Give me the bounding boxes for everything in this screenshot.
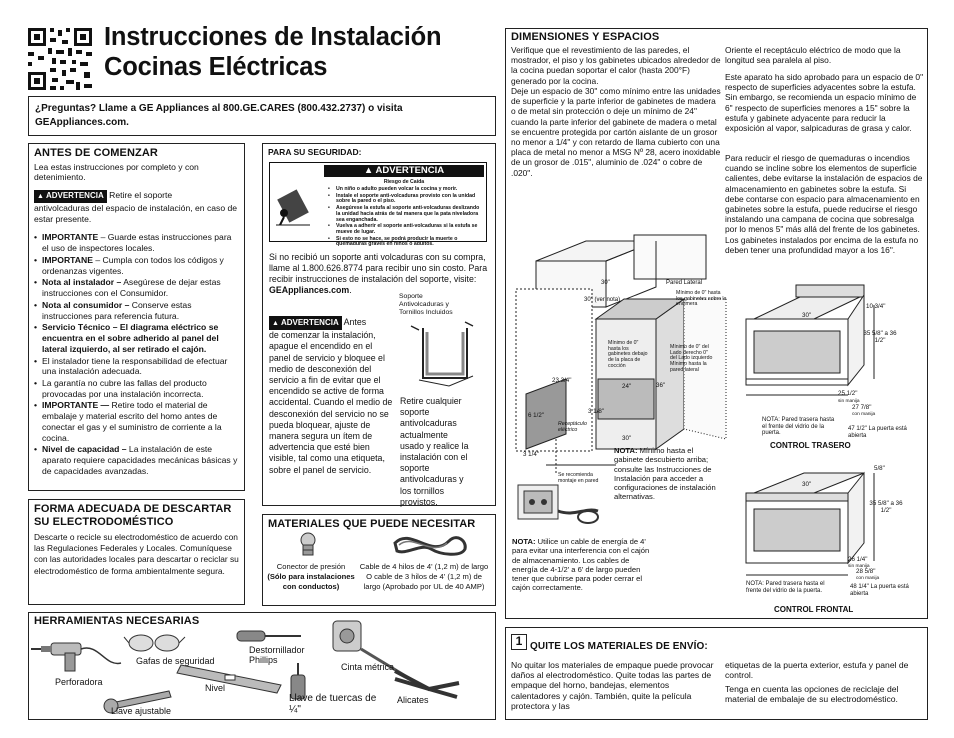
rear-control-diagram	[734, 275, 924, 435]
antes-item-text: La instalación de este aparato requiere capacidades mecánicas básicas y de capacidades avanzadas.	[42, 444, 238, 476]
questions-box	[28, 96, 496, 136]
questions-text: ¿Preguntas? Llame a GE Appliances al 800.GE.CARES (800.432.2737) o visita GEAppliances.com.	[35, 103, 403, 128]
antes-item-text: La garantía no cubre las fallas del producto provocadas por una instalación incorrecta.	[42, 377, 207, 399]
alicates-label: Alicates	[397, 695, 429, 705]
rear-2512: 25 1/2"	[838, 390, 858, 397]
rear-30: 30"	[802, 312, 812, 319]
llave-ajustable-label: Llave ajustable	[111, 706, 172, 716]
antes-item	[34, 277, 239, 298]
nivel-label: Nivel	[205, 683, 226, 693]
warning-item: • Vuelva a adherir el soporte anti-volcaduras si la estufa se mueve de lugar.	[328, 224, 483, 235]
antes-item-bold: IMPORTANTE	[42, 232, 99, 243]
desechar-heading-1: FORMA ADECUADA DE DESCARTAR	[34, 503, 232, 515]
antes-list	[34, 232, 239, 476]
no-soporte-line: Si no recibió un soporte anti volcaduras con su compra, llame al 1.800.626.8774 para recibir uno sin costo. Para recibir instrucciones de instalación del soporte, visite:	[269, 252, 488, 284]
diag-612: 6 1/2"	[528, 412, 544, 419]
diag-min-lado: Mínimo de 0" del Lado derecho 0" del Lado izquierdo Mínimo hasta la pared lateral	[670, 344, 713, 373]
diag-min-gab-bajo: Mínimo de 0" hasta los gabinetes debajo de la placa de cocción	[608, 340, 648, 369]
perforadora-label: Perforadora	[55, 677, 103, 687]
diag-318: 3 1/8"	[588, 408, 604, 415]
diag-23: 23 3/4"	[552, 377, 572, 384]
front-2858: 28 5/8"	[856, 568, 876, 575]
antes-item-bold: Servicio Técnico – El diagrama eléctrico se encuentra en el sobre adherido al panel del lateral izquierdo, al ser retirado el cajón.	[42, 322, 219, 354]
rear-sin-manija: sin manija	[838, 399, 860, 404]
conector-label-1: Conector de presión	[276, 562, 346, 571]
nota-1-text: Mínimo hasta el gabinete descubierto arriba; consulte las Instrucciones de Instalación para acceder a configuraciones de instalación alternativas.	[614, 446, 716, 502]
warning-item: • Un niño o adulto pueden volcar la cocina y morir.	[328, 187, 483, 193]
antes-item-bold: Nota al consumidor –	[42, 299, 130, 310]
diag-24: 24"	[622, 383, 632, 390]
warning-2-text: de comenzar la instalación, apague el encendido en el panel de servicio y bloquee el medio de desconexión del servicio a fin de evitar que el encendido se active de forma accidental. Cuando el medio de desconexión del servicio no se pueda bloquear, ajuste de manera segura un ítem de advertencia que esté bien visible, tal como una etiqueta, sobre el panel de servicio.	[269, 330, 393, 475]
warning-sub: Riesgo de Caída	[383, 179, 425, 185]
rear-con-manija: con manija	[852, 412, 876, 417]
antes-item-text: Asegúrese de dejar estas instrucciones con el Consumidor.	[42, 277, 221, 299]
conector-icon	[295, 532, 321, 561]
desechar-heading	[34, 503, 239, 529]
paso-1-left: No quitar los materiales de empaque puede provocar daños al electrodoméstico. Quite todas las partes de empaque del horno, bandejas, elementos calentadores y cajón. También, quite la película protectora y las	[511, 660, 714, 711]
herramientas-section	[28, 612, 496, 720]
title-line-2: Cocinas Eléctricas	[104, 53, 328, 81]
dim-para-5: Para reducir el riesgo de quemaduras o incendios cuando se incline sobre los elementos de superficie calientes, debe evitarse la instalación de espacios de almacenamiento en gabinetes sobre la estufa. Si debe contarse con espacio para almacenamiento en gabinetes sobre la estufa, puede reducirse el riesgo instalando una campana de cocina que sobresalga por lo menos 5" más allá del frente de los gabinetes. Los gabinetes instalados por encima de la estufa no deben tener una profundidad mayor a los 16".	[725, 153, 923, 255]
diag-36: 36"	[656, 382, 666, 389]
paso-1-right-1: etiquetas de la puerta exterior, estufa y panel de control.	[725, 660, 909, 681]
page-title	[104, 22, 441, 82]
rear-1034: 10 3/4"	[866, 303, 886, 310]
qr-code	[28, 28, 92, 90]
antes-item	[34, 378, 239, 399]
front-sin-manija: sin manija	[848, 564, 870, 569]
title-line-1: Instrucciones de Instalación	[104, 23, 442, 51]
warning-badge-2: ▲ ADVERTENCIA	[269, 316, 342, 330]
dimensiones-section	[505, 28, 928, 619]
tape-measure-icon	[333, 621, 417, 683]
nota-2-label: NOTA:	[512, 537, 536, 546]
drill-icon	[31, 643, 121, 671]
conector-label	[267, 562, 355, 591]
antes-section	[28, 143, 245, 491]
dim-nota-1	[614, 446, 722, 502]
rear-nota: NOTA: Pared trasera hasta el frente del vidrio de la puerta.	[762, 417, 835, 437]
soporte-illustration	[409, 320, 479, 390]
screwdriver-icon	[237, 631, 301, 641]
recomienda-label: Se recomienda montaje en pared	[558, 472, 599, 484]
paso-1-heading: QUITE LOS MATERIALES DE ENVÍO:	[530, 641, 708, 652]
antes-item-text: Retire todo el material de embalaje y material escrito del homo antes de conectar el gas y el suministro de corriente a la cocina.	[42, 400, 222, 443]
warning-title-bar: ▲ ADVERTENCIA	[324, 165, 484, 177]
paso-1-right-2: Tenga en cuenta las opciones de reciclaje del material de embalaje de su electrodoméstico.	[725, 684, 899, 705]
diag-30a: 30"	[601, 280, 610, 286]
diag-receptaculo: Receptáculo eléctrico	[558, 421, 587, 433]
antes-intro: Lea estas instrucciones por completo y con detenimiento.	[34, 161, 199, 183]
front-58: 5/8"	[874, 465, 885, 472]
retire-text: Retire cualquier soporte antivolcaduras actualmente usado y realice la instalación con el soporte antivolcaduras y los tornillos provistos.	[400, 396, 469, 507]
website-link[interactable]: GEAppliances.com	[269, 284, 350, 295]
rear-4712: 47 1/2" La puerta está abierta	[848, 426, 907, 439]
herramientas-heading: HERRAMIENTAS NECESARIAS	[34, 615, 200, 627]
antes-item-text: El instalador tiene la responsabilidad de efectuar una instalación adecuada.	[42, 355, 228, 377]
seguridad-heading: PARA SU SEGURIDAD:	[268, 147, 362, 157]
warning-badge: ▲ ADVERTENCIA	[34, 190, 107, 203]
antes-item-bold: Nota al instalador –	[42, 277, 122, 288]
front-label: CONTROL FRONTAL	[774, 605, 854, 614]
antes-item-text: Conserve estas instrucciones para referencia futura.	[42, 299, 192, 321]
front-con-manija: con manija	[856, 576, 880, 581]
nota-2-text: Utilice un cable de energía de 4' para evitar una interferencia con el cajón de almacenamiento. Los cables de energía de 4-1/2' a 6' de largo pueden tener que cubrirse para poder cerrar el cajón correctamente.	[512, 537, 650, 593]
warning-item: • Si esto no se hace, se podrá producir la muerte o quemaduras graves en niños o adultos.	[328, 237, 483, 248]
antes-warning-text-first: Retire el soporte	[106, 190, 173, 201]
materiales-section	[262, 514, 496, 606]
warning-list	[328, 187, 483, 249]
antes-item	[34, 356, 239, 377]
antes-item	[34, 300, 239, 321]
llave-tuercas-label: Llave de tuercas de ¼"	[289, 693, 377, 715]
dim-para-2: Deje un espacio de 30" como mínimo entre las unidades de superficie y la parte inferior de gabinetes de madera o de metal sin protección o deje un mínimo de 24" cuando la parte inferior del gabinete de madera o metal se encuentre protegida por cartón aislante de un grosor no menor a 1/4" y con retardo de llama cubierto con una placa de metal no menor a MSG Nº 28, acero inoxidable de un grosor de .015", aluminio de .024" o cobre de .020".	[511, 86, 721, 178]
front-2614: 26 1/4"	[848, 556, 868, 563]
antes-item	[34, 322, 239, 354]
antes-item-text: – Cumpla con todos los códigos y ordenanzas vigentes.	[42, 254, 224, 276]
paso-1-section	[505, 627, 928, 720]
warning-title: ADVERTENCIA	[375, 165, 445, 176]
dim-para-1: Verifique que el revestimiento de las paredes, el mostrador, el piso y los gabinetes ubicados alrededor de la cocina puedan soportar el calor (hasta 200°F) generado por la cocina.	[511, 45, 721, 86]
rear-3558: 35 5/8" a 36 1/2"	[863, 330, 897, 344]
rear-2778: 27 7/8"	[852, 404, 872, 411]
antes-item-bold: IMPORTANTE —	[42, 400, 110, 411]
front-30: 30"	[802, 481, 812, 488]
desechar-heading-2: SU ELECTRODOMÉSTICO	[34, 516, 174, 528]
antes-item	[34, 400, 239, 443]
front-3558: 35 5/8" a 36 1/2"	[869, 500, 903, 514]
conector-label-2: (Sólo para instalaciones con conductos)	[267, 571, 355, 591]
antes-item-bold: IMPORTANE	[42, 254, 93, 265]
warning-item: • Instale el soporte anti-volcaduras provisto con la unidad sobre la pared o el piso.	[328, 194, 483, 205]
destornillador-label: Destornillador Phillips	[249, 645, 305, 665]
dim-nota-2	[512, 537, 652, 593]
antes-warning-text: antivolcaduras del espacio de instalación, en caso de estar presente.	[34, 202, 238, 224]
warning-figure	[274, 173, 312, 227]
dimensiones-heading: DIMENSIONES Y ESPACIOS	[511, 31, 660, 43]
antes-warning	[34, 190, 239, 224]
diag-min-gab: Mínimo de 0" hasta los gabinetes sobre la encimera	[676, 290, 727, 308]
cable-label: Cable de 4 hilos de 4' (1,2 m) de largo O cable de 3 hilos de 4' (1,2 m) de largo (Aprobado por UL de 40 AMP)	[359, 562, 489, 591]
no-soporte-text: Si no recibió un soporte anti volcaduras con su compra, llame al 1.800.626.8774 para recibir uno sin costo. Para recibir instrucciones de instalación del soporte, visite: GEAppliances.com.	[269, 252, 488, 295]
antes-item-bold: Nivel de capacidad –	[42, 444, 127, 455]
diag-30c: 30"	[622, 435, 632, 442]
diag-314: 3 1/4"	[523, 451, 539, 458]
cable-icon	[391, 531, 471, 560]
antes-item-text: – Guarde estas instrucciones para el uso de inspectores locales.	[42, 232, 232, 254]
dim-para-4: Este aparato ha sido aprobado para un espacio de 0" respecto de superficies adyacentes sobre la estufa. Sin embargo, se recomienda un espacio mínimo de 6" respecto de superficies menores a 15" sobre la estufa y gabinete adyacente para reducir la exposición al vapor, salpicaduras de grasa y calor.	[725, 72, 924, 134]
warning-item: • Asegúrese la estufa al soporte anti-volcaduras deslizando la unidad hacia atrás de tal manera que la pata niveladora sea enganchada.	[328, 206, 483, 223]
goggles-icon	[124, 635, 185, 651]
antes-heading: ANTES DE COMENZAR	[34, 147, 158, 159]
antes-item	[34, 232, 239, 253]
diag-pared-lateral: Pared Lateral	[666, 280, 703, 286]
desechar-section	[28, 499, 245, 605]
pliers-icon	[395, 671, 459, 697]
gafas-label: Gafas de seguridad	[136, 656, 215, 666]
warning-panel	[269, 162, 487, 248]
soporte-label: Soporte Antivolcaduras y Tornillos Incluidos	[399, 293, 453, 316]
level-icon	[177, 665, 281, 693]
rear-label: CONTROL TRASERO	[770, 441, 851, 450]
step-number: 1	[511, 634, 527, 650]
seguridad-section	[262, 143, 496, 506]
diag-30b: 30" (ver nota)	[584, 297, 621, 303]
cinta-label: Cinta métrica	[341, 662, 395, 672]
warning-2-text-first: Antes	[341, 317, 367, 327]
warning-2	[269, 316, 394, 476]
desechar-text: Descarte o recicle su electrodoméstico de acuerdo con las Regulaciones Federales y Locales. Comuníquese con las autoridades locales para descartar o reciclar su electrodoméstico de forma ambientalmente segura.	[34, 532, 239, 576]
antes-item	[34, 255, 239, 276]
materiales-heading: MATERIALES QUE PUEDE NECESITAR	[268, 518, 476, 530]
antes-item	[34, 444, 239, 476]
front-nota: NOTA: Pared trasera hasta el frente del vidrio de la puerta.	[746, 581, 825, 594]
front-4814: 48 1/4" La puerta está abierta	[850, 584, 909, 597]
dim-para-3: Oriente el receptáculo eléctrico de modo que la longitud sea paralela al piso.	[725, 45, 901, 66]
nota-1-label: NOTA:	[614, 446, 638, 455]
